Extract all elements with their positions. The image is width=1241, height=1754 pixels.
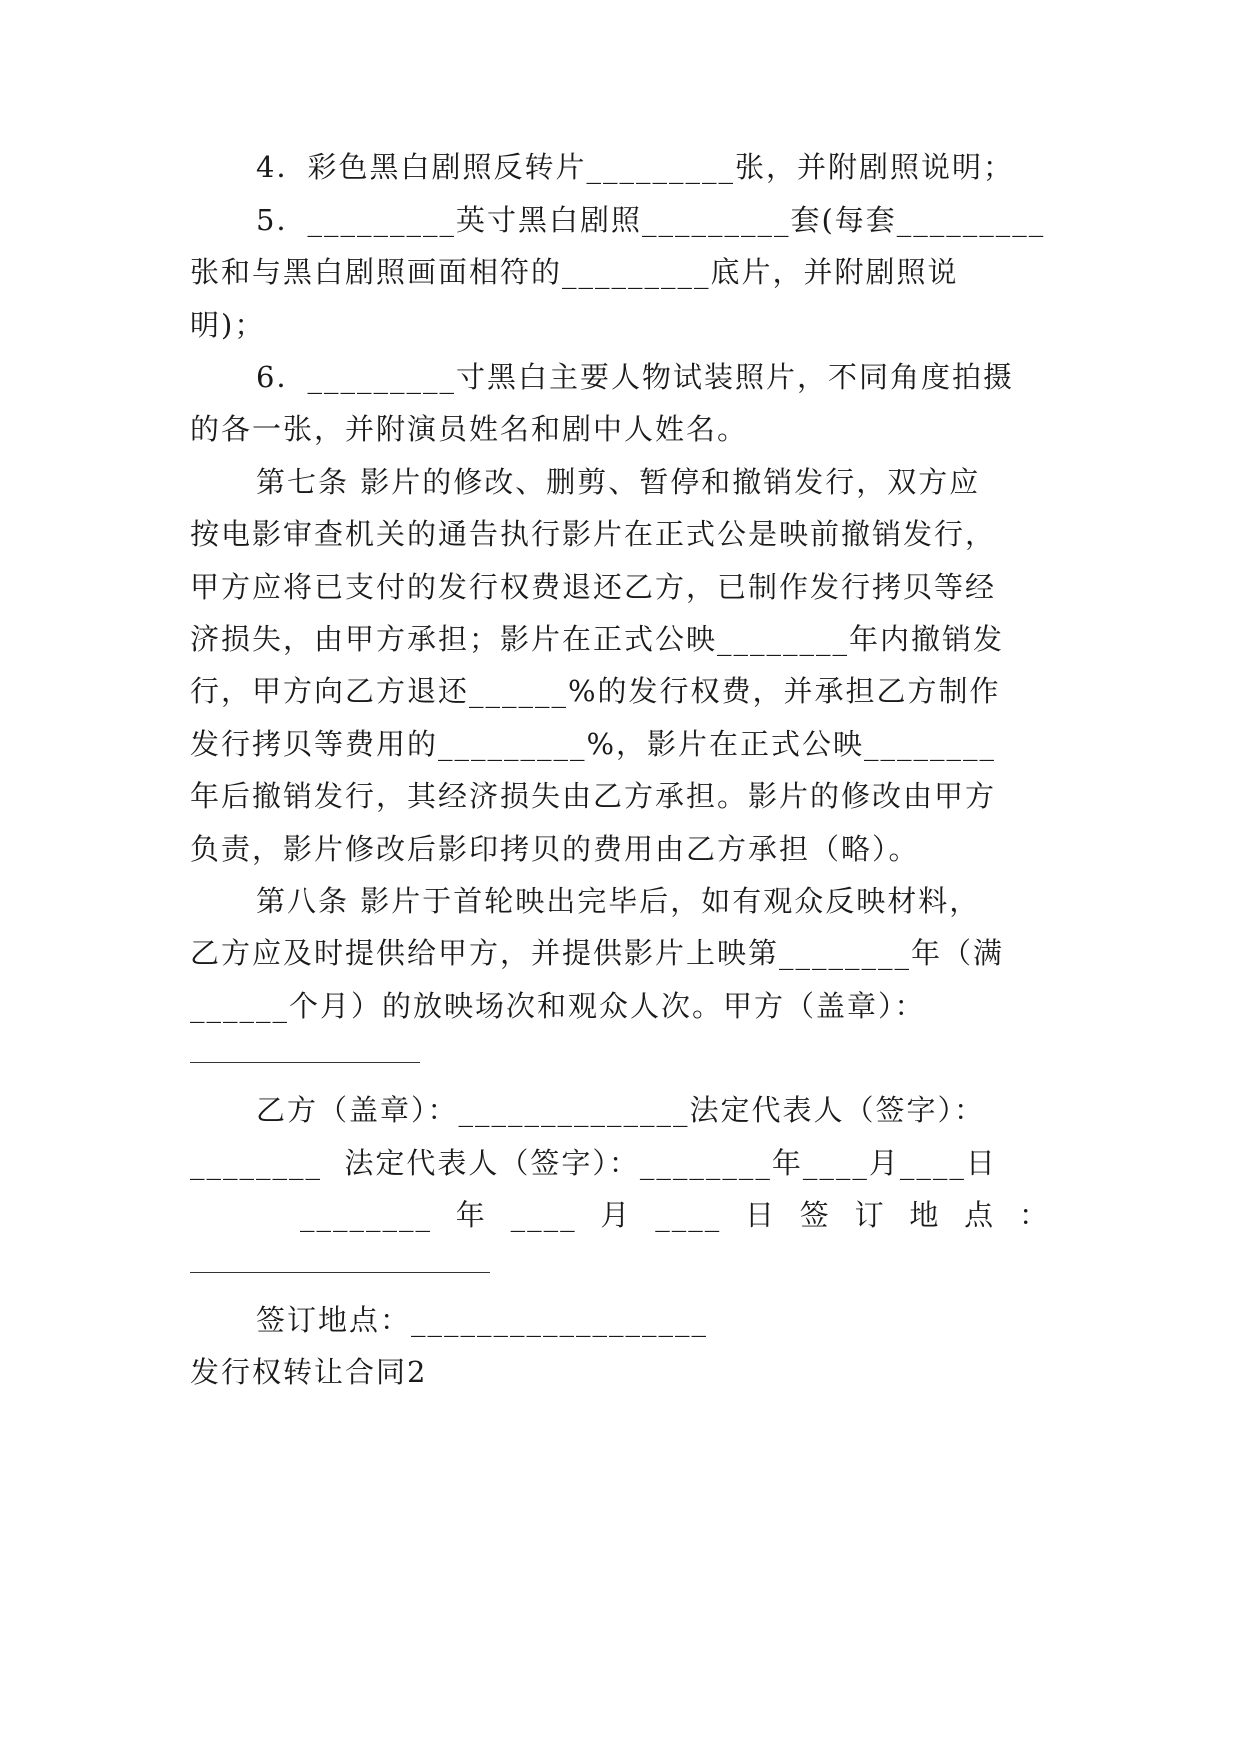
paragraph-line: 年后撤销发行，其经济损失由乙方承担。影片的修改由甲方 <box>190 779 997 813</box>
paragraph-line: 行，甲方向乙方退还______%的发行权费，并承担乙方制作 <box>190 674 1001 708</box>
paragraph-line: 乙方应及时提供给甲方，并提供影片上映第________年（满 <box>190 936 1005 970</box>
paragraph-line: 明)； <box>190 308 266 342</box>
paragraph-line: 张和与黑白剧照画面相符的_________底片，并附剧照说 <box>190 255 959 289</box>
date-signing-place-line: ________年____月____日签订地点： <box>300 1198 1050 1232</box>
paragraph-line: 4．彩色黑白剧照反转片_________张，并附剧照说明； <box>256 150 1014 184</box>
paragraph-line: 甲方应将已支付的发行权费退还乙方，已制作发行拷贝等经 <box>190 570 997 604</box>
paragraph-line: ______个月）的放映场次和观众人次。甲方（盖章）： <box>190 989 926 1023</box>
signing-place-blank-line <box>190 1272 490 1273</box>
legal-rep-date-line: ________ 法定代表人（签字）：________年____月____日 <box>190 1146 997 1180</box>
paragraph-line: 5．_________英寸黑白剧照_________套(每套_________ <box>256 203 1046 237</box>
party-b-seal-line: 乙方（盖章）：______________法定代表人（签字）： <box>256 1093 986 1127</box>
section-title: 发行权转让合同2 <box>190 1355 428 1389</box>
signature-blank-line <box>190 1062 420 1063</box>
paragraph-line: 6．_________寸黑白主要人物试装照片，不同角度拍摄 <box>256 360 1014 394</box>
paragraph-line: 济损失，由甲方承担；影片在正式公映________年内撤销发 <box>190 622 1005 656</box>
paragraph-line: 负责，影片修改后影印拷贝的费用由乙方承担（略）。 <box>190 832 920 866</box>
article-8-heading-line: 第八条 影片于首轮映出完毕后，如有观众反映材料， <box>256 884 981 918</box>
paragraph-line: 发行拷贝等费用的_________%，影片在正式公映________ <box>190 727 997 761</box>
paragraph-line: 按电影审查机关的通告执行影片在正式公是映前撤销发行， <box>190 517 997 551</box>
signing-place-line: 签订地点：__________________ <box>256 1303 709 1337</box>
paragraph-line: 的各一张，并附演员姓名和剧中人姓名。 <box>190 412 749 446</box>
article-7-heading-line: 第七条 影片的修改、删剪、暂停和撤销发行，双方应 <box>256 465 981 499</box>
